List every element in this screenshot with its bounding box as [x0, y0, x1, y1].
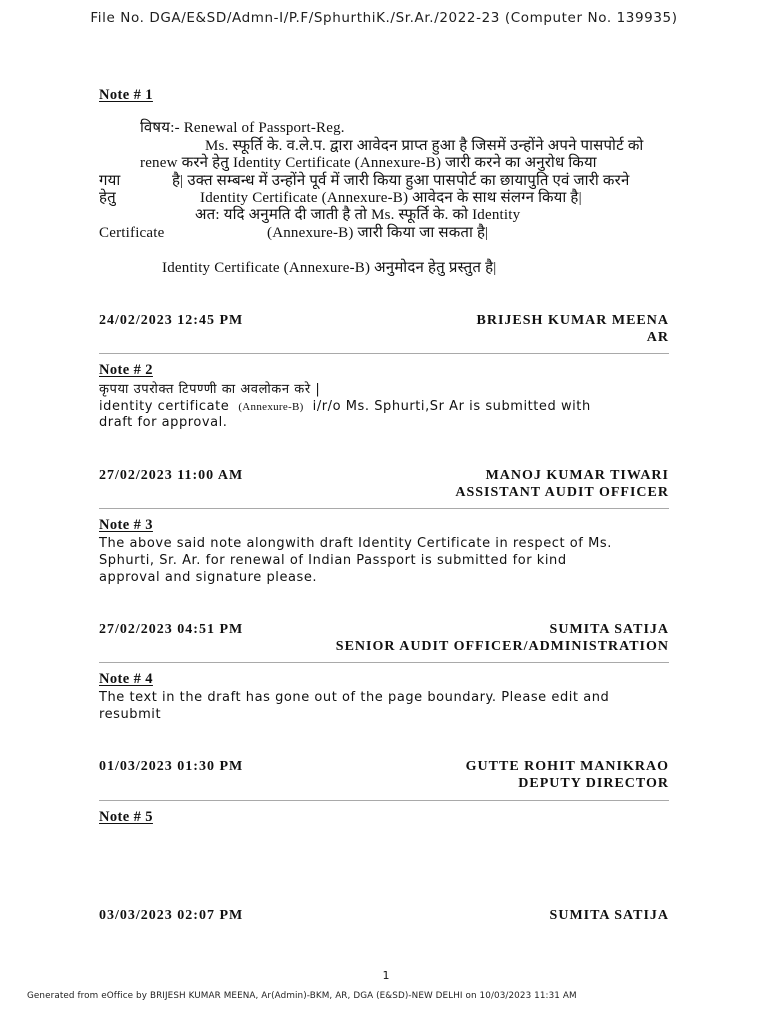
note-heading: Note # 3 — [99, 517, 153, 533]
note-separator — [99, 662, 669, 663]
note-text-line: The text in the draft has gone out of the page boundary. Please edit and — [99, 690, 610, 705]
note-text-line: draft for approval. — [99, 415, 228, 430]
note-text-line: कृपया उपरोक्त टिपण्णी का अवलोकन करे | — [99, 382, 321, 397]
note-text-line: Ms. स्फूर्ति के. व.ले.प. द्वारा आवेदन प्राप्त हुआ है जिसमें उन्होंने अपने पासपोर्ट को — [205, 138, 644, 154]
note-text-segment: गया — [99, 173, 121, 189]
note-separator — [99, 353, 669, 354]
note-text-segment: (Annexure-B) जारी किया जा सकता है| — [267, 225, 489, 241]
signatory-name: SUMITA SATIJA — [549, 908, 669, 923]
generated-footer: Generated from eOffice by BRIJESH KUMAR MEENA, Ar(Admin)-BKM, AR, DGA (E&SD)-NEW DELHI on 10/03/2023 11:31 AM — [27, 991, 577, 1001]
signatory-name: SUMITA SATIJA — [549, 622, 669, 637]
note-text-segment: Identity Certificate (Annexure-B) आवेदन के साथ संलग्न किया है| — [200, 190, 582, 206]
signatory-designation: ASSISTANT AUDIT OFFICER — [455, 485, 669, 500]
note-separator — [99, 800, 669, 801]
signatory-designation: DEPUTY DIRECTOR — [518, 776, 669, 791]
file-number-header: File No. DGA/E&SD/Admn-I/P.F/SphurthiK./Sr.Ar./2022-23 (Computer No. 139935) — [90, 10, 678, 26]
note-heading: Note # 1 — [99, 87, 153, 103]
note-text-line: Sphurti, Sr. Ar. for renewal of Indian Passport is submitted for kind — [99, 553, 567, 568]
note-separator — [99, 508, 669, 509]
note-text-segment: हेतु — [99, 190, 116, 206]
signatory-designation: AR — [646, 330, 669, 345]
note-text-line: The above said note alongwith draft Identity Certificate in respect of Ms. — [99, 536, 612, 551]
annexure-reference: (Annexure-B) — [238, 401, 304, 413]
note-text-line: approval and signature please. — [99, 570, 318, 585]
note-text-segment: identity certificate — [99, 399, 230, 414]
signature-datetime: 24/02/2023 12:45 PM — [99, 313, 244, 328]
note-text-segment: है| उक्त सम्बन्ध में उन्होंने पूर्व में जारी किया हुआ पासपोर्ट का छायापुति एवं जारी करने — [172, 173, 630, 189]
signatory-name: MANOJ KUMAR TIWARI — [485, 468, 669, 483]
signature-datetime: 27/02/2023 11:00 AM — [99, 468, 244, 483]
note-text-segment: i/r/o Ms. Sphurti,Sr Ar is submitted with — [312, 399, 591, 414]
note-text-segment: Certificate — [99, 225, 165, 241]
note-text-line: Identity Certificate (Annexure-B) अनुमोदन हेतु प्रस्तुत है| — [162, 260, 497, 276]
note-text-line: renew करने हेतु Identity Certificate (Annexure-B) जारी करने का अनुरोध किया — [140, 155, 597, 171]
signature-datetime: 03/03/2023 02:07 PM — [99, 908, 244, 923]
signatory-designation: SENIOR AUDIT OFFICER/ADMINISTRATION — [335, 639, 669, 654]
note-text-line: अत: यदि अनुमति दी जाती है तो Ms. स्फूर्ति के. को Identity — [195, 207, 521, 223]
note-heading: Note # 4 — [99, 671, 153, 687]
note-text-line: resubmit — [99, 707, 162, 722]
signature-datetime: 27/02/2023 04:51 PM — [99, 622, 244, 637]
note-heading: Note # 5 — [99, 809, 153, 825]
subject-line: विषय:- Renewal of Passport-Reg. — [140, 120, 345, 136]
signatory-name: GUTTE ROHIT MANIKRAO — [465, 759, 669, 774]
signature-datetime: 01/03/2023 01:30 PM — [99, 759, 244, 774]
page-number: 1 — [382, 969, 390, 982]
note-heading: Note # 2 — [99, 362, 153, 378]
signatory-name: BRIJESH KUMAR MEENA — [476, 313, 669, 328]
